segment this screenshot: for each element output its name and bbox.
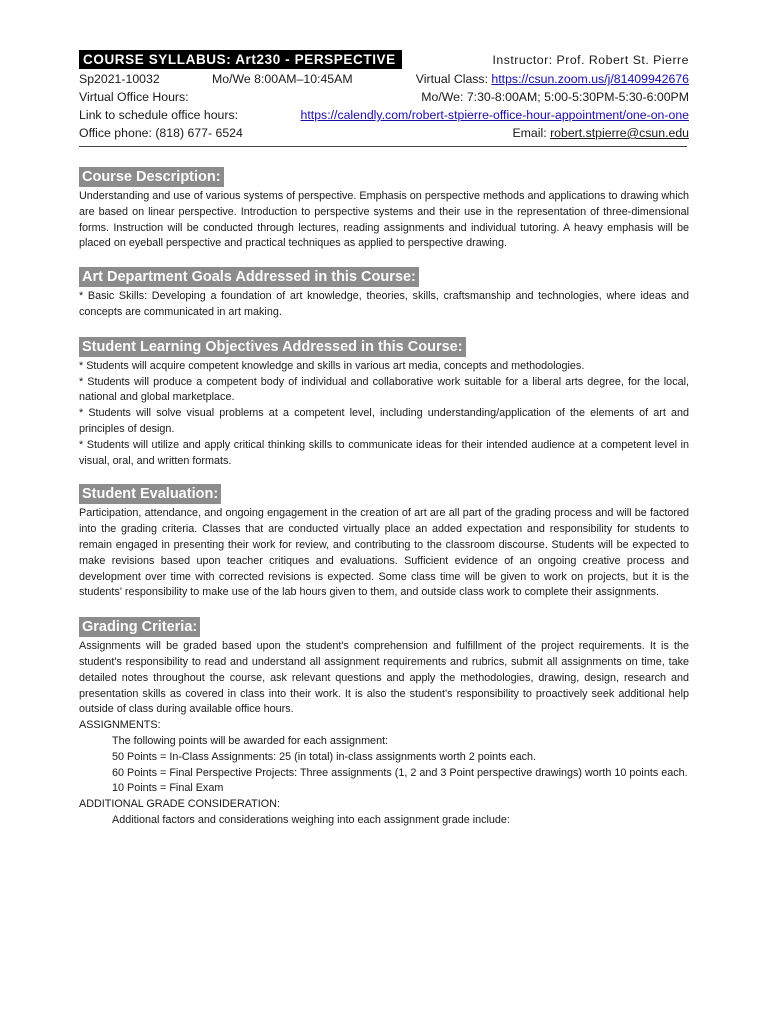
course-description-text: Understanding and use of various systems of perspective. Emphasis on perspective methods and applications to drawing which are based on linear perspective. Introduction to perspective systems and their use in the representation of three-dimensional forms. Instruction will be conducted through lectures, reading assignments and individual tutoring. A heavy emphasis will be placed on eyeball perspective and practical techniques as applied to perspective drawing.	[79, 190, 689, 250]
course-description-heading: Course Description:	[79, 167, 224, 187]
additional-intro: Additional factors and considerations weighing into each assignment grade include:	[112, 813, 510, 826]
header-schedule-link-row	[79, 106, 689, 124]
section-number: Sp2021-10032	[79, 72, 160, 86]
grading-section	[79, 617, 689, 829]
instructor-name: Instructor: Prof. Robert St. Pierre	[492, 53, 689, 67]
additional-label: ADDITIONAL GRADE CONSIDERATION:	[79, 798, 280, 811]
calendly-link[interactable]: https://calendly.com/robert-stpierre-office-hour-appointment/one-on-one	[300, 108, 689, 122]
assignments-label: ASSIGNMENTS:	[79, 719, 161, 732]
header-office-hours-row	[79, 88, 689, 106]
header-divider	[79, 146, 687, 147]
objective-item: * Students will produce a competent body of individual and collaborative work suitable for a liberal arts degree, for the local, national and global marketplace.	[79, 375, 689, 404]
schedule-link-label: Link to schedule office hours:	[79, 108, 239, 122]
dept-goals-section	[79, 267, 689, 321]
grading-heading: Grading Criteria:	[79, 617, 200, 637]
header-title-row	[79, 50, 689, 69]
objective-item: * Students will solve visual problems at a competent level, including understanding/application of the elements of art and principles of design.	[79, 407, 689, 435]
evaluation-heading: Student Evaluation:	[79, 484, 221, 504]
dept-goals-text: * Basic Skills: Developing a foundation of art knowledge, theories, skills, craftsmanship and technologies, where ideas and concepts are communicated in art making.	[79, 290, 689, 318]
office-phone: Office phone: (818) 677- 6524	[79, 126, 243, 140]
objectives-section	[79, 337, 689, 470]
email-label: Email:	[512, 126, 547, 140]
objective-item: * Students will utilize and apply critical thinking skills to communicate ideas for their intended audience at a competent level in visual, oral, and written formats.	[79, 438, 689, 467]
evaluation-text: Participation, attendance, and ongoing engagement in the creation of art are all part of the grading process and will be factored into the grading criteria. Classes that are conducted virtually place an added expectation and responsibility for students to remain engaged in presenting their work for review, and contributing to the classroom discourse. Students will be expected to make revisions based upon teacher critiques and evaluations. Sufficient evidence of an ongoing creative process and development over time with corrected revisions is expected. Some class time will be given to work on projects, but it is the students' responsibility to make use of the lab hours given to them, and outside class work to complete their assignments.	[79, 507, 689, 599]
points-item: 10 Points = Final Exam	[112, 782, 224, 795]
assignments-intro: The following points will be awarded for each assignment:	[112, 734, 389, 747]
class-schedule: Mo/We 8:00AM–10:45AM	[212, 72, 353, 86]
grading-text: Assignments will be graded based upon the student's comprehension and fulfillment of the project requirements. It is the student's responsibility to read and understand all assignment requirements and rubrics, submit all assignments on time, take detailed notes throughout the course, ask relevant questions and apply the methodologies, drawing, design, research and presentation skills as covered in class into their work. It is also the student's responsibility to proactively seek additional help outside of class during available office hours.	[79, 640, 689, 716]
office-hours-value: Mo/We: 7:30-8:00AM; 5:00-5:30PM-5:30-6:00PM	[421, 90, 689, 104]
course-description-section	[79, 167, 689, 252]
objective-item: * Students will acquire competent knowledge and skills in various art media, concepts and methodologies.	[79, 359, 585, 372]
office-hours-label: Virtual Office Hours:	[79, 90, 189, 104]
email-link[interactable]: robert.stpierre@csun.edu	[550, 126, 689, 140]
zoom-link[interactable]: https://csun.zoom.us/j/81409942676	[491, 72, 689, 86]
course-title: COURSE SYLLABUS: Art230 - PERSPECTIVE	[79, 50, 402, 69]
virtual-class-label: Virtual Class:	[415, 72, 488, 86]
evaluation-section	[79, 484, 689, 601]
header-schedule-row	[79, 70, 689, 88]
objectives-heading: Student Learning Objectives Addressed in this Course:	[79, 337, 466, 357]
points-item: 60 Points = Final Perspective Projects: Three assignments (1, 2 and 3 Point perspective drawings) worth 10 points each.	[112, 766, 688, 779]
syllabus-page	[79, 50, 689, 829]
dept-goals-heading: Art Department Goals Addressed in this Course:	[79, 267, 419, 287]
points-item: 50 Points = In-Class Assignments: 25 (in total) in-class assignments worth 2 points each.	[112, 750, 536, 763]
header-contact-row	[79, 124, 689, 142]
